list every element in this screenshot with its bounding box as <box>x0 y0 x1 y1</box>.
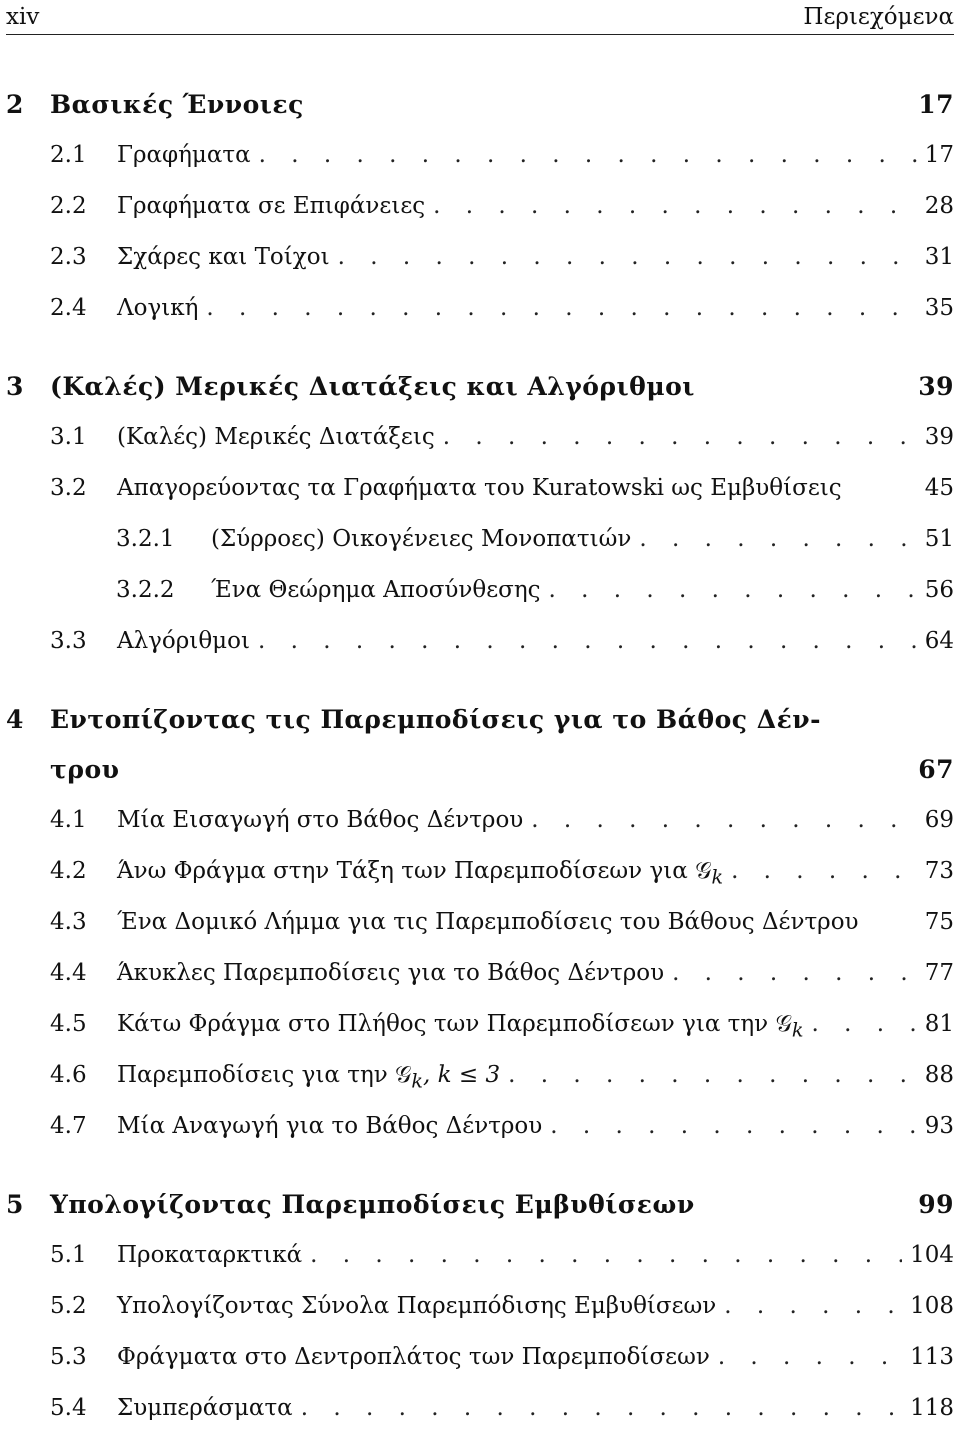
toc-entry-5-4[interactable] <box>6 1383 954 1434</box>
toc-entry-2-2[interactable] <box>6 181 954 232</box>
section-title: (Καλές) Μερικές Διατάξεις <box>117 424 435 450</box>
subsection-page: 51 <box>924 526 954 552</box>
toc-entry-2-4[interactable] <box>6 283 954 334</box>
toc-entry-5-1[interactable] <box>6 1230 954 1281</box>
section-title: Κάτω Φράγμα στο Πλήθος των Παρεμποδίσεων για την 𝒢$_k$ <box>117 1011 804 1042</box>
dot-leader <box>259 130 917 181</box>
section-page: 88 <box>924 1062 954 1088</box>
section-page: 28 <box>924 193 954 219</box>
running-header <box>6 0 954 35</box>
dot-leader <box>301 1383 902 1434</box>
section-title: Φράγματα στο Δεντροπλάτος των Παρεμποδίσεων <box>117 1344 710 1370</box>
section-page: 45 <box>924 475 954 501</box>
dot-leader <box>724 1281 902 1332</box>
chapter-4-heading[interactable] <box>6 695 954 795</box>
section-title: Γραφήματα <box>117 142 251 168</box>
toc-entry-4-6[interactable] <box>6 1050 954 1101</box>
section-page: 17 <box>924 142 954 168</box>
running-title: Περιεχόμενα <box>803 4 954 30</box>
dot-leader <box>443 412 917 463</box>
section-number: 4.1 <box>50 807 87 833</box>
section-number: 2.4 <box>50 295 87 321</box>
dot-leader <box>508 1050 917 1101</box>
section-number: 4.5 <box>50 1011 87 1037</box>
section-page: 81 <box>924 1011 954 1037</box>
section-number: 4.4 <box>50 960 87 986</box>
chapter-title-line-1: Εντοπίζοντας τις Παρεμποδίσεις για το Βάθος Δέν- <box>50 705 822 734</box>
chapter-title: Βασικές Έννοιες <box>50 90 304 119</box>
dot-leader <box>433 181 917 232</box>
section-title: Μία Εισαγωγή στο Βάθος Δέντρου <box>117 807 524 833</box>
chapter-title: (Καλές) Μερικές Διατάξεις και Αλγόριθμοι <box>50 372 695 401</box>
section-number: 2.2 <box>50 193 87 219</box>
toc-entry-4-3[interactable] <box>6 897 954 948</box>
section-title: Συμπεράσματα <box>117 1395 293 1421</box>
section-number: 5.1 <box>50 1242 87 1268</box>
toc-entry-3-2-1[interactable] <box>6 514 954 565</box>
section-page: 113 <box>910 1344 954 1370</box>
toc-entry-4-1[interactable] <box>6 795 954 846</box>
dot-leader <box>549 565 917 616</box>
section-title: Μία Αναγωγή για το Βάθος Δέντρου <box>117 1113 543 1139</box>
toc-entry-3-2-2[interactable] <box>6 565 954 616</box>
section-number: 2.3 <box>50 244 87 270</box>
toc-entry-4-7[interactable] <box>6 1101 954 1152</box>
section-number: 4.6 <box>50 1062 87 1088</box>
chapter-title-line-2: τρου <box>50 755 120 784</box>
section-title: Λογική <box>117 295 199 321</box>
dot-leader <box>258 616 917 667</box>
toc-entry-2-3[interactable] <box>6 232 954 283</box>
section-title: Προκαταρκτικά <box>117 1242 303 1268</box>
section-page: 93 <box>924 1113 954 1139</box>
section-number: 4.7 <box>50 1113 87 1139</box>
section-number: 2.1 <box>50 142 87 168</box>
section-number: 5.4 <box>50 1395 87 1421</box>
dot-leader <box>731 846 917 897</box>
subsection-page: 56 <box>924 577 954 603</box>
section-title: Γραφήματα σε Επιφάνειες <box>117 193 426 219</box>
section-page: 108 <box>910 1293 954 1319</box>
section-number: 5.3 <box>50 1344 87 1370</box>
chapter-3-heading[interactable] <box>6 362 954 412</box>
chapter-page: 67 <box>918 755 954 784</box>
section-page: 75 <box>924 909 954 935</box>
section-page: 118 <box>910 1395 954 1421</box>
toc-entry-3-3[interactable] <box>6 616 954 667</box>
chapter-title: Υπολογίζοντας Παρεμποδίσεις Εμβυθίσεων <box>50 1190 695 1219</box>
dot-leader <box>550 1101 916 1152</box>
toc-entry-5-2[interactable] <box>6 1281 954 1332</box>
dot-leader <box>672 948 917 999</box>
toc-entry-3-1[interactable] <box>6 412 954 463</box>
section-title: Σχάρες και Τοίχοι <box>117 244 330 270</box>
toc-entry-4-5[interactable] <box>6 999 954 1050</box>
toc-entry-3-2[interactable] <box>6 463 954 514</box>
section-title: Απαγορεύοντας τα Γραφήματα του Kuratowski ως Εμβυθίσεις <box>117 475 842 501</box>
subsection-number: 3.2.2 <box>116 577 175 603</box>
chapter-number: 5 <box>6 1190 24 1219</box>
section-page: 69 <box>924 807 954 833</box>
chapter-2-heading[interactable] <box>6 80 954 130</box>
section-number: 5.2 <box>50 1293 87 1319</box>
chapter-number: 4 <box>6 705 24 734</box>
section-title: Ένα Δομικό Λήμμα για τις Παρεμποδίσεις του Βάθους Δέντρου <box>117 909 859 935</box>
section-number: 3.3 <box>50 628 87 654</box>
subsection-number: 3.2.1 <box>116 526 175 552</box>
dot-leader <box>206 283 916 334</box>
subsection-title: (Σύρροες) Οικογένειες Μονοπατιών <box>211 526 632 552</box>
section-number: 4.2 <box>50 858 87 884</box>
section-number: 3.2 <box>50 475 87 501</box>
section-page: 73 <box>924 858 954 884</box>
toc-entry-4-2[interactable] <box>6 846 954 897</box>
section-page: 104 <box>910 1242 954 1268</box>
dot-leader <box>811 999 916 1050</box>
section-title: Αλγόριθμοι <box>117 628 250 654</box>
dot-leader <box>718 1332 902 1383</box>
section-page: 31 <box>924 244 954 270</box>
table-of-contents <box>6 80 954 1434</box>
toc-entry-4-4[interactable] <box>6 948 954 999</box>
section-page: 64 <box>924 628 954 654</box>
section-number: 3.1 <box>50 424 87 450</box>
chapter-page: 17 <box>918 90 954 119</box>
chapter-number: 3 <box>6 372 24 401</box>
section-page: 35 <box>924 295 954 321</box>
chapter-page: 39 <box>918 372 954 401</box>
toc-entry-5-3[interactable] <box>6 1332 954 1383</box>
section-title: Παρεμποδίσεις για την 𝒢$_k$, k ≤ 3 <box>117 1062 501 1093</box>
chapter-page: 99 <box>918 1190 954 1219</box>
page-number: xiv <box>6 4 40 30</box>
dot-leader <box>639 514 916 565</box>
section-page: 39 <box>924 424 954 450</box>
subsection-title: Ένα Θεώρημα Αποσύνθεσης <box>211 577 541 603</box>
toc-entry-2-1[interactable] <box>6 130 954 181</box>
section-number: 4.3 <box>50 909 87 935</box>
chapter-5-heading[interactable] <box>6 1180 954 1230</box>
section-page: 77 <box>924 960 954 986</box>
dot-leader <box>310 1230 902 1281</box>
section-title: Άνω Φράγμα στην Τάξη των Παρεμποδίσεων για 𝒢$_k$ <box>117 858 724 889</box>
chapter-number: 2 <box>6 90 24 119</box>
dot-leader <box>338 232 917 283</box>
section-title: Άκυκλες Παρεμποδίσεις για το Βάθος Δέντρου <box>117 960 665 986</box>
dot-leader <box>531 795 916 846</box>
section-title: Υπολογίζοντας Σύνολα Παρεμπόδισης Εμβυθίσεων <box>117 1293 717 1319</box>
